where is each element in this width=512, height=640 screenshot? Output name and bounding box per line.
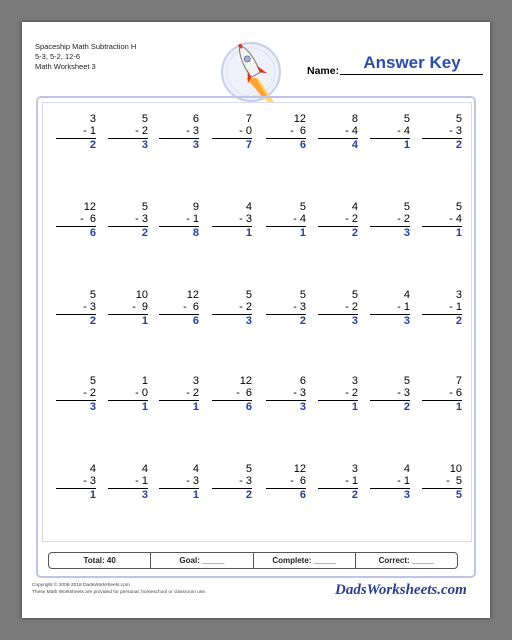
complete-cell: Complete: _____ [254,553,356,568]
subtrahend: - 2 [135,124,148,137]
subtraction-problem [56,464,96,502]
minuend: 3 [351,375,358,387]
subtraction-problem [318,464,358,502]
answer: 6 [89,227,96,239]
minuend: 4 [89,463,96,475]
subtrahend: - 4 [345,124,358,137]
minuend: 4 [141,463,148,475]
minuend: 5 [455,113,462,125]
subtraction-problem [422,290,462,328]
subtraction-problem [56,376,96,414]
subtraction-problem [56,202,96,240]
minuend: 5 [455,201,462,213]
minuend: 5 [245,289,252,301]
answer: 4 [351,139,358,151]
minuend: 4 [403,463,410,475]
answer: 2 [89,315,96,327]
subtrahend: - 6 [80,212,96,225]
minuend: 5 [141,201,148,213]
minuend: 3 [89,113,96,125]
answer: 2 [245,489,252,501]
minuend: 7 [455,375,462,387]
answer: 2 [455,315,462,327]
subtrahend: - 6 [290,474,306,487]
subtraction-problem [422,114,462,152]
answer: 3 [403,227,410,239]
answer: 2 [351,227,358,239]
minuend: 3 [455,289,462,301]
answer: 3 [299,401,306,413]
name-label: Name: [307,65,340,77]
subtraction-problem [370,464,410,502]
subtraction-problem [318,290,358,328]
subtraction-problem [318,114,358,152]
subtrahend: - 3 [83,300,96,313]
minuend: 5 [299,201,306,213]
subtrahend: - 4 [397,124,410,137]
subtraction-problem [212,202,252,240]
subtrahend: - 3 [135,212,148,225]
subtrahend: - 2 [345,386,358,399]
subtraction-problem [370,376,410,414]
answer: 8 [192,227,199,239]
copyright-text: Copyright © 2008-2018 DadsWorksheets.com [32,583,130,588]
minuend: 12 [239,375,252,387]
subtrahend: - 3 [83,474,96,487]
answer: 3 [245,315,252,327]
answer: 3 [141,139,148,151]
subtraction-problem [108,114,148,152]
subtraction-problem [212,114,252,152]
minuend: 10 [135,289,148,301]
subtrahend: - 6 [183,300,199,313]
subtraction-problem [370,202,410,240]
subtraction-problem [422,376,462,414]
subtraction-problem [56,290,96,328]
subtrahend: - 1 [135,474,148,487]
minuend: 6 [192,113,199,125]
answer: 2 [455,139,462,151]
minuend: 1 [141,375,148,387]
minuend: 5 [89,375,96,387]
minuend: 7 [245,113,252,125]
worksheet-facts: 5-3, 5-2, 12-6 [35,52,81,61]
minuend: 3 [192,375,199,387]
usage-notice: These Math Worksheets are provided for personal, homeschool or classroom use. [32,590,207,595]
subtraction-problem [108,202,148,240]
subtraction-problem [422,202,462,240]
subtrahend: - 1 [397,474,410,487]
subtrahend: - 9 [132,300,148,313]
subtrahend: - 3 [449,124,462,137]
minuend: 5 [351,289,358,301]
subtraction-problem [108,290,148,328]
minuend: 5 [299,289,306,301]
answer: 6 [299,139,306,151]
subtrahend: - 3 [397,386,410,399]
subtrahend: - 0 [239,124,252,137]
minuend: 4 [192,463,199,475]
subtraction-problem [212,376,252,414]
subtrahend: - 5 [446,474,462,487]
subtraction-problem [266,114,306,152]
minuend: 4 [403,289,410,301]
answer: 1 [192,401,199,413]
answer: 1 [455,401,462,413]
answer: 1 [192,489,199,501]
goal-cell: Goal: _____ [151,553,253,568]
score-bar [48,552,458,569]
answer: 2 [351,489,358,501]
subtraction-problem [159,202,199,240]
minuend: 5 [141,113,148,125]
subtrahend: - 1 [83,124,96,137]
subtraction-problem [108,376,148,414]
answer: 1 [455,227,462,239]
subtraction-problem [266,464,306,502]
minuend: 10 [449,463,462,475]
answer: 5 [455,489,462,501]
name-line [340,74,483,75]
answer: 2 [299,315,306,327]
answer: 1 [141,401,148,413]
subtraction-problem [159,376,199,414]
minuend: 9 [192,201,199,213]
answer: 3 [351,315,358,327]
minuend: 6 [299,375,306,387]
subtrahend: - 1 [345,474,358,487]
answer: 2 [403,401,410,413]
subtrahend: - 2 [345,300,358,313]
correct-cell: Correct: _____ [378,556,435,565]
minuend: 12 [83,201,96,213]
minuend: 4 [351,201,358,213]
minuend: 8 [351,113,358,125]
minuend: 12 [293,463,306,475]
subtraction-problem [318,202,358,240]
answer: 1 [351,401,358,413]
subtrahend: - 2 [345,212,358,225]
minuend: 5 [403,201,410,213]
answer: 1 [403,139,410,151]
subtrahend: - 3 [186,474,199,487]
subtraction-problem [108,464,148,502]
subtraction-problem [266,202,306,240]
answer: 1 [299,227,306,239]
subtrahend: - 3 [293,300,306,313]
subtraction-problem [212,464,252,502]
subtrahend: - 6 [449,386,462,399]
subtraction-problem [159,464,199,502]
answer: 6 [245,401,252,413]
subtrahend: - 6 [236,386,252,399]
answer: 6 [299,489,306,501]
subtraction-problem [370,290,410,328]
subtraction-problem [159,290,199,328]
minuend: 5 [89,289,96,301]
minuend: 3 [351,463,358,475]
subtraction-problem [422,464,462,502]
minuend: 5 [245,463,252,475]
subtraction-problem [159,114,199,152]
answer: 3 [89,401,96,413]
minuend: 5 [403,113,410,125]
subtraction-problem [318,376,358,414]
subtrahend: - 3 [239,474,252,487]
subtrahend: - 2 [186,386,199,399]
worksheet-subtitle: Math Worksheet 3 [35,62,96,71]
answer-key-heading: Answer Key [363,53,461,72]
answer: 3 [141,489,148,501]
worksheet-title: Spaceship Math Subtraction H [35,42,137,51]
total-cell: Total: 40 [49,553,151,568]
subtraction-problem [266,376,306,414]
answer: 1 [141,315,148,327]
answer: 3 [192,139,199,151]
subtrahend: - 3 [239,212,252,225]
subtrahend: - 2 [83,386,96,399]
minuend: 12 [293,113,306,125]
subtraction-problem [370,114,410,152]
minuend: 4 [245,201,252,213]
subtrahend: - 1 [186,212,199,225]
answer: 3 [403,315,410,327]
subtrahend: - 2 [239,300,252,313]
subtraction-problem [266,290,306,328]
subtrahend: - 4 [449,212,462,225]
minuend: 5 [403,375,410,387]
worksheet-page [22,22,490,618]
subtrahend: - 0 [135,386,148,399]
subtrahend: - 3 [186,124,199,137]
subtrahend: - 1 [449,300,462,313]
answer: 3 [403,489,410,501]
subtraction-problem [56,114,96,152]
answer: 2 [141,227,148,239]
answer: 1 [245,227,252,239]
answer: 7 [245,139,252,151]
subtrahend: - 2 [397,212,410,225]
answer: 6 [192,315,199,327]
subtrahend: - 4 [293,212,306,225]
dadsworksheets-logo: DadsWorksheets.com [335,582,467,598]
subtraction-problem [212,290,252,328]
answer: 2 [89,139,96,151]
subtrahend: - 1 [397,300,410,313]
answer: 1 [89,489,96,501]
minuend: 12 [186,289,199,301]
subtrahend: - 6 [290,124,306,137]
subtrahend: - 3 [293,386,306,399]
